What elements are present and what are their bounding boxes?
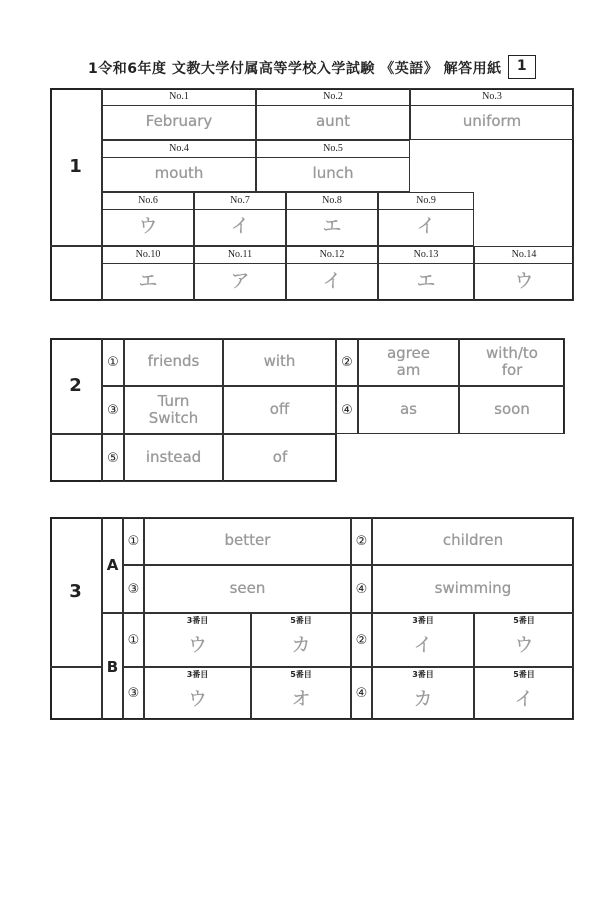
s1-no8-label: No.8 [287,193,377,210]
section-1-label-cell [50,88,102,246]
s3a-q4-answer[interactable]: swimming [434,579,512,598]
s1-no10-cell [102,246,194,301]
s2-q1-b-cell [223,338,336,386]
s1-no6-answer[interactable]: ウ [138,215,158,238]
section-1-label-lower-cell [50,246,102,301]
s3b-q4-number: ④ [355,686,368,701]
s2-q1-num-cell [102,338,124,386]
s1-no10-answer[interactable]: エ [138,269,158,292]
s2-q4-a-cell [358,386,459,434]
s3b-q2-fifth-answer[interactable]: ウ [514,634,534,657]
s3b-q3-third-label: 3番目 [186,670,209,679]
s2-q4-answer-b[interactable]: soon [494,400,530,419]
s2-q5-b-cell [223,434,337,482]
s1-no9-cell [378,192,474,246]
s1-no5-answer[interactable]: lunch [312,164,354,183]
s2-q5-answer-b[interactable]: of [272,448,288,467]
s1-no6-label: No.6 [103,193,193,210]
s3-b-label: B [106,658,119,676]
s2-q2-answer-b[interactable]: with/to for [486,343,538,379]
s1-no8-answer[interactable]: エ [322,215,342,238]
s3a-q2-number: ② [355,533,368,549]
s1-no2-cell [256,88,410,140]
s2-q3-b-cell [223,386,336,434]
s1-no1-cell [102,88,256,140]
s3a-q2-num-cell [351,517,372,565]
sheet-header [0,55,600,79]
s2-q2-a-cell [358,338,459,386]
section-3-label-cell [50,517,102,667]
s2-q3-num-cell [102,386,124,434]
s1-no10-label: No.10 [103,247,193,264]
s3b-q4-num-cell [351,667,372,720]
s2-q5-number: ⑤ [107,450,119,466]
s2-q2-b-cell [459,338,565,386]
s3b-q2-fifth-label: 5番目 [513,616,535,625]
s2-q1-a-cell [124,338,223,386]
s3b-q4-fifth-label: 5番目 [513,670,535,679]
s1-no12-answer[interactable]: イ [322,269,342,292]
s3b-q1-fifth-answer[interactable]: カ [291,634,311,657]
s3b-q1-fifth-cell [251,613,351,667]
s2-q1-number: ① [107,354,119,370]
s3b-q2-third-label: 3番目 [412,616,434,625]
s3a-q1-num-cell [123,517,144,565]
s3b-q4-fifth-answer[interactable]: イ [514,687,534,710]
s3b-q2-fifth-cell [474,613,574,667]
s2-q3-number: ③ [107,402,119,418]
s1-no5-cell [256,140,410,192]
s1-no4-answer[interactable]: mouth [154,164,204,183]
s3b-q4-third-answer[interactable]: カ [413,687,433,710]
s2-q3-a-cell [124,386,223,434]
s3b-q2-num-cell [351,613,372,667]
s1-no3-answer[interactable]: uniform [462,112,522,131]
s1-no11-cell [194,246,286,301]
s3b-q3-fifth-cell [251,667,351,720]
s1-no3-cell [410,88,574,140]
s3a-q2-cell [372,517,574,565]
s1-no12-label: No.12 [287,247,377,264]
s3a-q3-number: ③ [127,581,140,597]
s1-no2-label: No.2 [257,89,409,106]
s1-no11-label: No.11 [195,247,285,264]
s2-q5-num-cell [102,434,124,482]
section-2-label: 2 [69,375,82,396]
s1-no8-cell [286,192,378,246]
s1-no13-label: No.13 [379,247,473,264]
s3a-q3-cell [144,565,351,613]
section-1-label: 1 [69,156,82,177]
section-3-label: 3 [69,581,82,602]
s3b-q1-third-answer[interactable]: ウ [187,634,207,657]
s2-q4-b-cell [459,386,565,434]
s1-no1-answer[interactable]: February [145,112,213,131]
s3-a-label-cell [102,517,123,613]
s2-q4-num-cell [336,386,358,434]
s2-q1-answer-b[interactable]: with [263,352,296,371]
s1-no3-label: No.3 [411,89,573,106]
section-3-label-lower-cell [50,667,102,720]
s1-no4-cell [102,140,256,192]
s1-no11-answer[interactable]: ア [230,269,250,292]
s3a-q1-cell [144,517,351,565]
s3-b-label-cell [102,613,123,720]
s2-q1-answer-a[interactable]: friends [147,352,200,371]
s3b-q3-number: ③ [127,686,140,701]
s3a-q4-num-cell [351,565,372,613]
s1-no13-cell [378,246,474,301]
s2-q4-answer-a[interactable]: as [399,400,417,419]
s2-q3-answer-a[interactable]: Turn Switch [148,391,199,427]
s1-no14-label: No.14 [475,247,573,264]
s1-no9-answer[interactable]: イ [416,215,436,238]
s2-q5-a-cell [124,434,223,482]
s1-no6-cell [102,192,194,246]
s1-no2-answer[interactable]: aunt [315,112,351,131]
s3b-q4-fifth-cell [474,667,574,720]
s1-no14-answer[interactable]: ウ [514,269,534,292]
s3b-q3-fifth-label: 5番目 [290,670,312,679]
s2-q2-number: ② [341,354,353,370]
s3b-q3-num-cell [123,667,144,720]
s3a-q1-answer[interactable]: better [224,531,271,550]
s1-no5-label: No.5 [257,141,409,158]
s1-no9-label: No.9 [379,193,473,210]
s3a-q3-answer[interactable]: seen [229,579,266,598]
s3b-q1-third-label: 3番目 [186,616,209,625]
sheet-title: 1令和6年度 文教大学付属高等学校入学試験 《英語》 解答用紙 [88,61,502,77]
s1-no13-answer[interactable]: エ [416,269,436,292]
section-2-label-cell [50,338,102,434]
s3b-q3-third-answer[interactable]: ウ [187,687,207,710]
s3-a-label: A [106,555,119,574]
s1-no12-cell [286,246,378,301]
s3a-q1-number: ① [127,533,140,549]
s1-no7-cell [194,192,286,246]
s3b-q3-third-cell [144,667,251,720]
s2-q4-number: ④ [341,402,353,418]
page-number-box: 1 [508,55,536,79]
section-2-label-lower-cell [50,434,102,482]
s3b-q2-third-answer[interactable]: イ [413,634,433,657]
s3b-q3-fifth-answer[interactable]: オ [291,687,311,710]
s1-no4-label: No.4 [103,141,255,158]
s2-q5-answer-a[interactable]: instead [145,448,202,467]
s3a-q3-num-cell [123,565,144,613]
s3b-q2-third-cell [372,613,474,667]
s3b-q4-third-cell [372,667,474,720]
s3a-q4-cell [372,565,574,613]
s3b-q4-third-label: 3番目 [412,670,434,679]
s1-no7-answer[interactable]: イ [230,215,250,238]
s3b-q1-third-cell [144,613,251,667]
s3b-q1-number: ① [127,632,140,648]
s1-no14-cell [474,246,574,301]
s3a-q2-answer[interactable]: children [442,531,504,550]
s2-q2-num-cell [336,338,358,386]
s1-no7-label: No.7 [195,193,285,210]
s3a-q4-number: ④ [355,581,368,597]
s3b-q1-fifth-label: 5番目 [290,616,312,625]
s3b-q2-number: ② [355,632,368,648]
s2-q2-answer-a[interactable]: agree am [386,343,430,379]
s1-no1-label: No.1 [103,89,255,106]
s2-q3-answer-b[interactable]: off [269,400,290,419]
s3b-q1-num-cell [123,613,144,667]
